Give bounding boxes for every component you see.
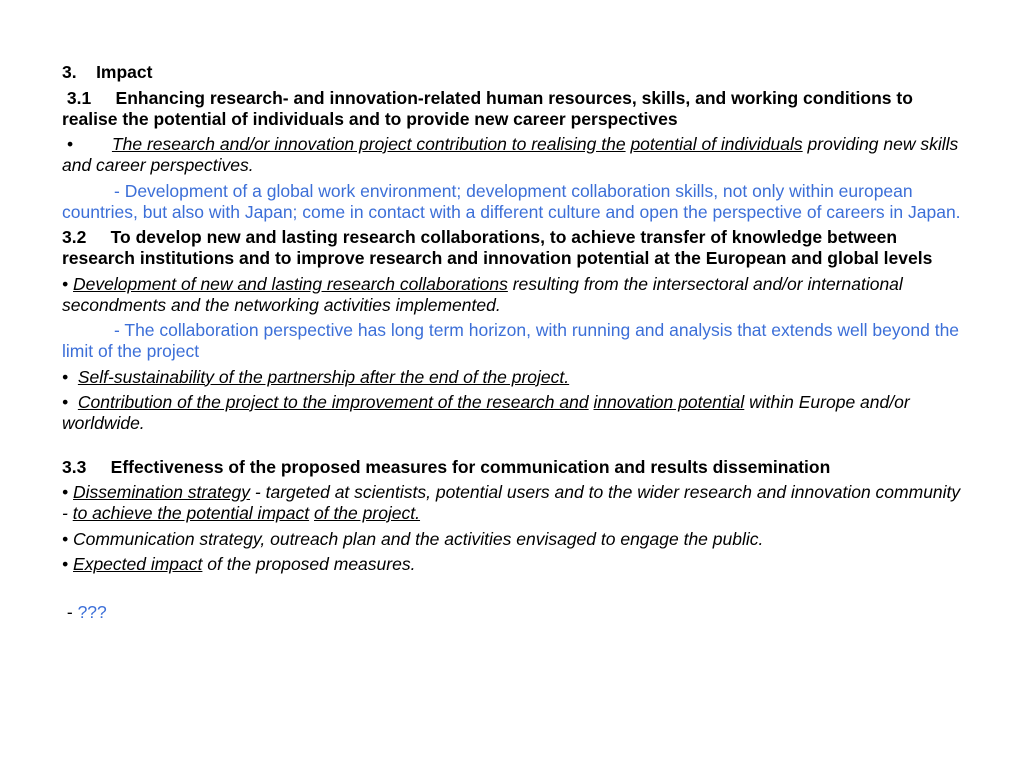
- placeholder-note: [62, 602, 967, 623]
- spacer: [62, 580, 967, 602]
- underlined-text: The research and/or innovation project contribution to realising the: [111, 134, 626, 154]
- section-number: 3.3: [62, 456, 87, 477]
- bullet-text: of the proposed measures.: [207, 554, 416, 574]
- section-title: Impact: [96, 62, 153, 82]
- section-title: Enhancing research- and innovation-related human resources, skills, and working conditions to realise the potential of individuals and to provide new career perspectives: [62, 87, 913, 129]
- section-number: 3.1: [66, 87, 92, 108]
- bullet: •: [62, 554, 69, 574]
- bullet-text: • Communication strategy, outreach plan and the activities envisaged to engage the public.: [62, 528, 764, 549]
- section-title: Effectiveness of the proposed measures for communication and results dissemination: [110, 456, 831, 477]
- note-global-work: [62, 181, 967, 223]
- bullet-item-sustainability: [62, 367, 967, 388]
- underlined-text: Contribution of the project to the improvement of the research and: [77, 392, 589, 412]
- underlined-text: Development of new and lasting research collaborations: [73, 273, 508, 294]
- note-collaboration: [62, 320, 967, 362]
- bullet-item-contribution: [62, 392, 967, 434]
- bullet-item-communication: [62, 529, 967, 550]
- bullet-item-expected-impact: [62, 554, 967, 575]
- underlined-text: of the project.: [313, 503, 421, 523]
- spacer: [62, 439, 967, 457]
- question-marks: ???: [77, 601, 107, 622]
- section-number: 3.2: [62, 227, 87, 247]
- section-title: To develop new and lasting research collaborations, to achieve transfer of knowledge between research institutions and to improve research and innovation potential at the European and global levels: [62, 227, 933, 268]
- bullet: •: [62, 273, 69, 294]
- underlined-text: potential of individuals: [630, 134, 803, 154]
- bullet-item-potential: [62, 134, 967, 176]
- section-3-heading: [62, 62, 967, 83]
- bullet-item-collaborations: [62, 274, 967, 316]
- underlined-text: Dissemination strategy: [73, 482, 251, 502]
- underlined-text: innovation potential: [593, 392, 745, 412]
- section-3-1-heading: [62, 88, 967, 130]
- note-text: - The collaboration perspective has long term horizon, with running and analysis that extends well beyond the limit of the project: [62, 320, 960, 361]
- bullet-item-dissemination: [62, 482, 967, 524]
- section-number: 3.: [62, 62, 77, 82]
- note-text: - Development of a global work environment; development collaboration skills, not only within european countries, but also with Japan; come in contact with a different culture and open the perspective of careers in Japan.: [62, 180, 961, 222]
- underlined-text: Expected impact: [73, 554, 203, 574]
- bullet-text: resulting from the intersectoral and/or international secondments and the networking activities implemented.: [62, 273, 903, 315]
- bullet-text: within Europe and/or worldwide.: [62, 392, 910, 433]
- underlined-text: to achieve the potential impact: [72, 503, 310, 523]
- bullet: •: [66, 134, 74, 154]
- underlined-text: Self-sustainability of the partnership after the end of the project.: [77, 366, 570, 387]
- bullet-text: providing new skills and career perspectives.: [62, 134, 959, 175]
- slide-body: [62, 62, 967, 627]
- bullet: •: [62, 392, 69, 412]
- section-3-2-heading: [62, 227, 967, 269]
- bullet: •: [62, 482, 69, 502]
- bullet-text: - targeted at scientists, potential users and to the wider research and innovation community -: [62, 482, 961, 523]
- bullet: •: [62, 366, 69, 387]
- section-3-3-heading: [62, 457, 967, 478]
- dash: -: [66, 601, 73, 622]
